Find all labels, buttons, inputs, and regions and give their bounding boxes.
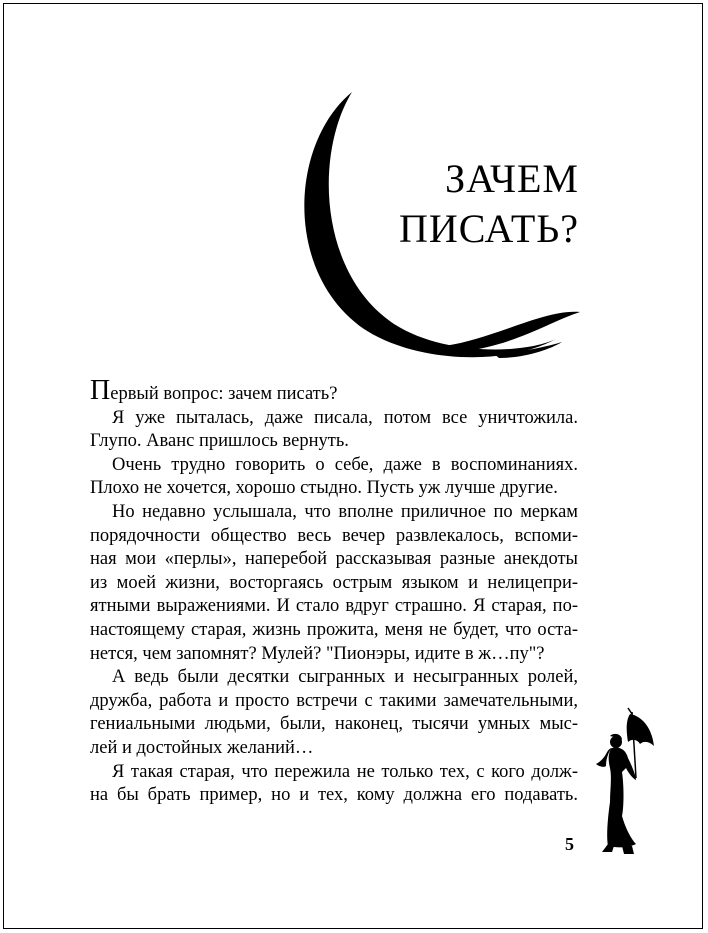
woman-with-umbrella-silhouette-icon [592,706,658,856]
body-text [90,375,578,808]
text-line: настоящему старая, жизнь прожита, меня не будет, что оста- [90,619,578,640]
page-number: 5 [565,834,574,854]
chapter-title-line-2: ПИСАТЬ? [399,206,579,251]
text-line: порядочности общество весь вечер развлекалось, вспоми- [90,525,578,546]
book-page [3,3,703,929]
text-line: ная мои «перлы», наперебой рассказывая разные анекдоты [90,549,578,570]
text-line: дружба, работа и просто встречи с такими замечательными, [90,690,578,711]
text-line: Глупо. Аванс пришлось вернуть. [90,431,349,452]
text-line: гениальными людьми, были, наконец, тысячи умных мыс- [90,714,578,735]
chapter-title [334,154,579,254]
text-line: А ведь были десятки сыгранных и несыгранных ролей, [112,667,578,688]
text-line: Плохо не хочется, хорошо стыдно. Пусть уж лучше другие. [90,478,558,499]
text-line: Я такая старая, что пережила не только тех, с кого долж- [112,761,578,782]
text-line: на бы брать пример, но и тех, кому должна его подавать. [90,785,578,806]
text-line: Я уже пыталась, даже писала, потом все уничтожила. [112,407,578,428]
text-line: лей и достойных желаний… [90,737,314,758]
text-line: Но недавно услышала, что вполне приличное по меркам [112,501,578,522]
text-line: Очень трудно говорить о себе, даже в воспоминаниях. [112,454,578,475]
text-lines [90,407,578,808]
drop-cap: П [90,375,111,406]
text-line: нется, чем запомнят? Мулей? "Пионэры, идите в ж…пу"? [90,643,545,664]
text-line: ятными выражениями. И стало вдруг страшно. Я старая, по- [90,596,578,617]
first-line [90,375,578,407]
chapter-title-line-1: ЗАЧЕМ [445,156,579,201]
first-line-text: ервый вопрос: зачем писать? [110,384,338,404]
text-line: из моей жизни, восторгаясь острым языком и нелицепри- [90,572,578,593]
